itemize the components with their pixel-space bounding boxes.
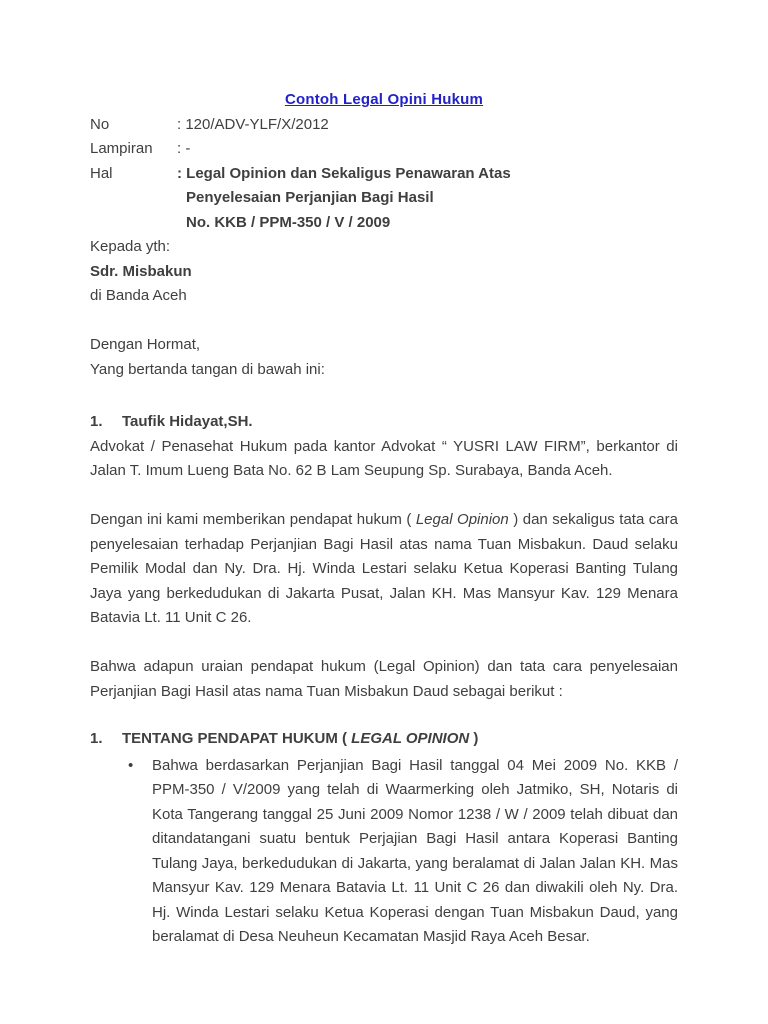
meta-value-hal bbox=[177, 162, 678, 236]
hal-line-2: Penyelesaian Perjanjian Bagi Hasil bbox=[186, 189, 434, 206]
document-content bbox=[90, 88, 678, 950]
signatory-name: Taufik Hidayat,SH. bbox=[122, 413, 253, 430]
document-title: Contoh Legal Opini Hukum bbox=[284, 91, 484, 108]
paragraph-uraian: Bahwa adapun uraian pendapat hukum (Legal Opinion) dan tata cara penyelesaian Perjanjian Bagi Hasil atas nama Tuan Misbakun Daud sebagai berikut : bbox=[90, 658, 678, 700]
section1-bullet-item bbox=[90, 754, 678, 950]
section1-number: 1. bbox=[90, 730, 103, 747]
bullet-icon: • bbox=[128, 756, 134, 774]
signatory-line bbox=[90, 410, 678, 435]
paragraph1-part1: Dengan ini kami memberikan pendapat hukum ( bbox=[90, 511, 416, 528]
meta-row-no bbox=[90, 113, 678, 138]
section1-title-part1: TENTANG PENDAPAT HUKUM ( bbox=[122, 730, 352, 747]
paragraph1-italic: Legal Opinion bbox=[415, 511, 509, 528]
signatory-description: Advokat / Penasehat Hukum pada kantor Advokat “ YUSRI LAW FIRM”, berkantor di Jalan T. Imum Lueng Bata No. 62 B Lam Seupung Sp. Surabaya, Banda Aceh. bbox=[90, 437, 678, 479]
recipient-name: Sdr. Misbakun bbox=[90, 262, 192, 280]
meta-label-no: No bbox=[90, 115, 110, 133]
meta-row-lampiran bbox=[90, 137, 678, 162]
meta-label-hal: Hal bbox=[90, 164, 113, 182]
intro-line: Yang bertanda tangan di bawah ini: bbox=[90, 360, 325, 378]
meta-value-no: : 120/ADV-YLF/X/2012 bbox=[177, 115, 329, 133]
section1-title-italic: LEGAL OPINION bbox=[351, 730, 470, 747]
meta-row-hal bbox=[90, 162, 678, 236]
recipient-kepada: Kepada yth: bbox=[90, 238, 171, 255]
section1-title-part2: ) bbox=[469, 730, 479, 747]
meta-value-lampiran: : - bbox=[177, 140, 191, 157]
paragraph1-part2: ) dan sekaligus tata cara penyelesaian terhadap Perjanjian Bagi Hasil atas nama Tuan Misbakun. Daud selaku Pemilik Modal dan Ny. Dra. Hj. Winda Lestari selaku Ketua Koperasi Banting Tulang Jaya yang berkedudukan di Jakarta Pusat, Jalan KH. Mas Mansyur Kav. 129 Menara Batavia Lt. 11 Unit C 26. bbox=[90, 511, 678, 626]
section1-bullet-text: Bahwa berdasarkan Perjanjian Bagi Hasil tanggal 04 Mei 2009 No. KKB / PPM-350 / V/2009 yang telah di Waarmerking oleh Jatmiko, SH, Notaris di Kota Tangerang tanggal 25 Juni 2009 Nomor 1238 / W / 2009 telah dibuat dan ditandatangani suatu bentuk Perjajian Bagi Hasil antara Koperasi Banting Tulang Jaya, berkedudukan di Jakarta, yang beralamat di Jalan Jalan KH. Mas Mansyur Kav. 129 Menara Batavia Lt. 11 Unit C 26 dan diwakili oleh Ny. Dra. Hj. Winda Lestari selaku Ketua Koperasi dengan Tuan Misbakun Daud, yang beralamat di Desa Neuheun Kecamatan Masjid Raya Aceh Besar. bbox=[152, 756, 678, 945]
signatory-number: 1. bbox=[90, 413, 103, 430]
hal-line-1: : Legal Opinion dan Sekaligus Penawaran Atas bbox=[177, 164, 511, 182]
hal-line-3: No. KKB / PPM-350 / V / 2009 bbox=[186, 213, 391, 231]
paragraph-legal-opinion bbox=[90, 508, 678, 631]
salutation: Dengan Hormat, bbox=[90, 336, 201, 353]
section1-heading bbox=[90, 727, 678, 752]
recipient-city: di Banda Aceh bbox=[90, 287, 187, 304]
section1-title bbox=[122, 727, 478, 752]
meta-label-lampiran: Lampiran bbox=[90, 140, 153, 157]
